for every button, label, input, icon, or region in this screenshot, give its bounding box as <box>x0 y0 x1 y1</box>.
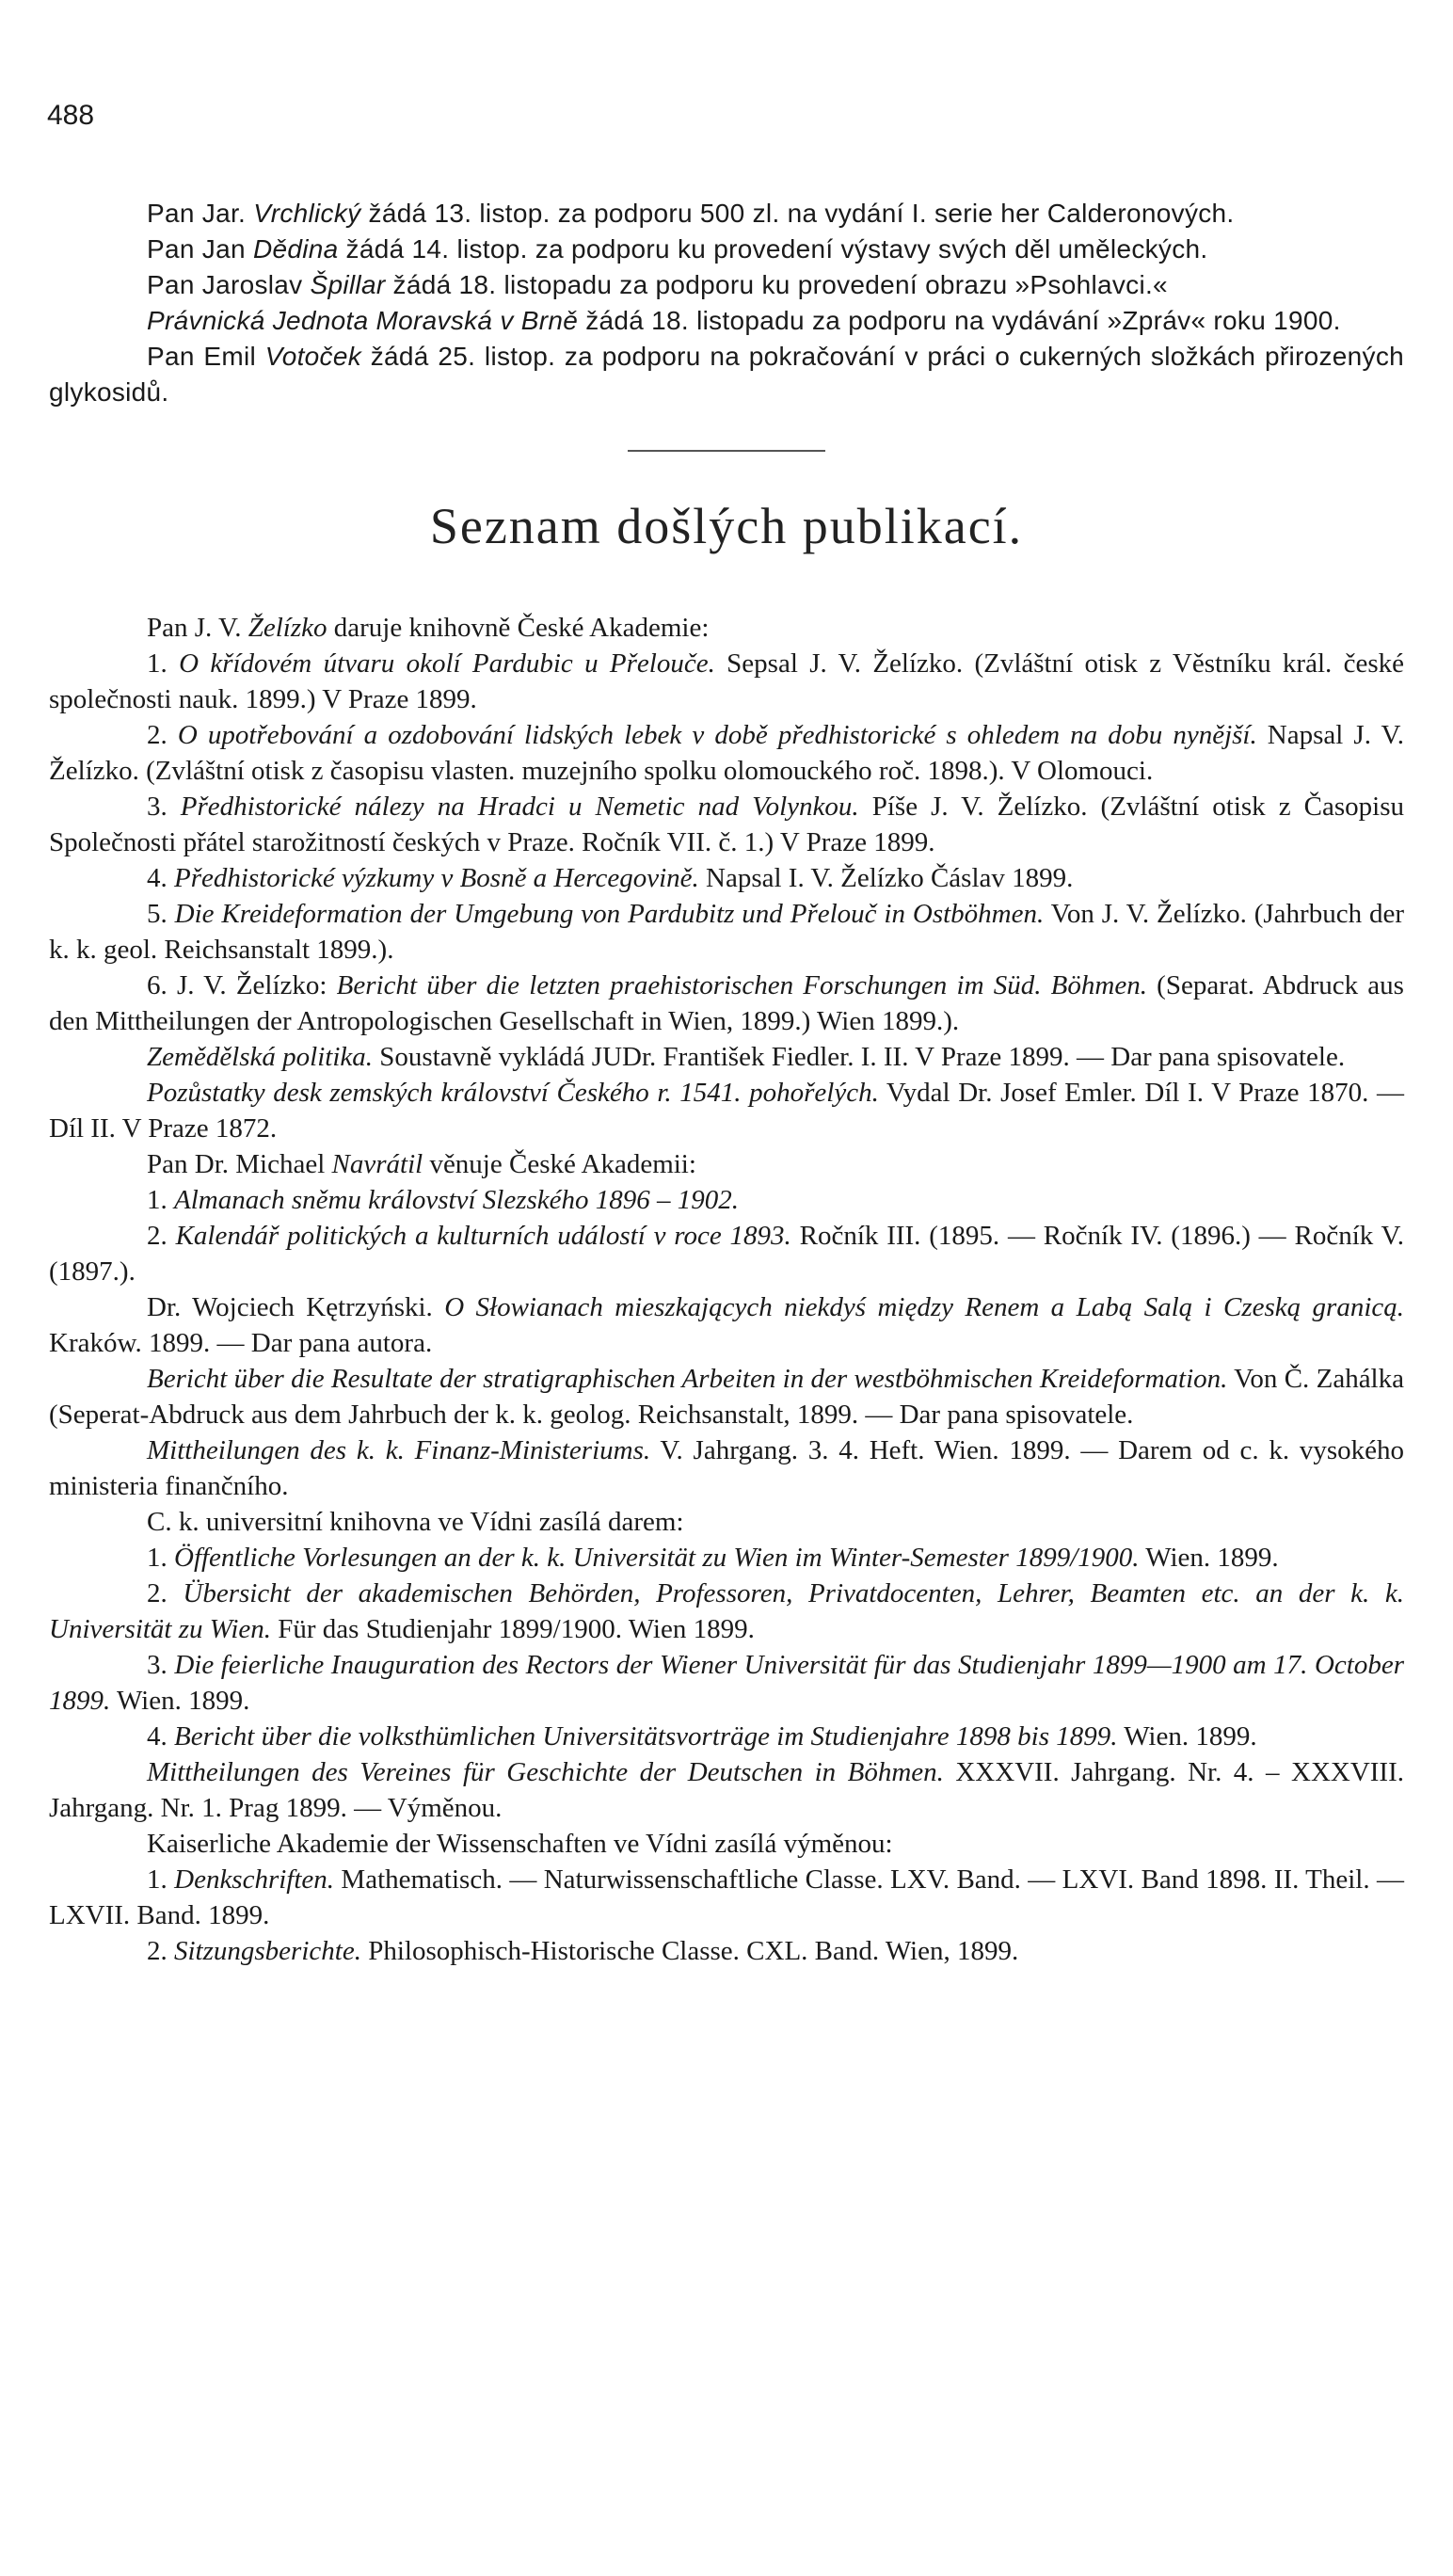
request-prefix: Pan Jar. <box>147 199 254 228</box>
request-text: žádá 18. listopadu za podporu na vydávání »Zpráv« roku 1900. <box>578 306 1341 335</box>
publication-entry <box>49 1361 1404 1432</box>
publication-title: Bericht über die Resultate der stratigraphischen Arbeiten in der westböhmischen Kreideformation. <box>147 1364 1228 1394</box>
publication-entry <box>49 1504 1404 1540</box>
publication-title: Předhistorické nálezy na Hradci u Nemetic nad Volynkou. <box>180 792 859 822</box>
publication-lead: 2. <box>147 1578 184 1608</box>
publication-entry <box>49 717 1404 789</box>
publication-details: Soustavně vykládá JUDr. František Fiedler. I. II. V Praze 1899. — Dar pana spisovatele. <box>373 1042 1346 1072</box>
publication-title: Navrátil <box>331 1149 423 1179</box>
publication-title: Mittheilungen des Vereines für Geschichte der Deutschen in Böhmen. <box>147 1757 944 1787</box>
publication-details: Sepsal J. V. Želízko. (Zvláštní otisk z Věstníku král. české společnosti nauk. 1899.) V Praze 1899. <box>49 648 1404 714</box>
publication-details: věnuje České Akademii: <box>423 1149 696 1179</box>
publication-details: Mathematisch. — Naturwissenschaftliche Classe. LXV. Band. — LXVI. Band 1898. II. Theil. — LXVII. Band. 1899. <box>49 1864 1404 1930</box>
page-body <box>49 196 1404 1969</box>
publication-details: Wien. 1899. <box>1139 1543 1279 1573</box>
publication-details: (Separat. Abdruck aus den Mittheilungen der Antropologischen Gesellschaft in Wien, 1899.) Wien 1899.). <box>49 970 1404 1036</box>
publication-lead: 2. <box>147 1221 176 1251</box>
publication-entry <box>49 896 1404 968</box>
publication-title: Bericht über die letzten praehistorischen Forschungen im Süd. Böhmen. <box>336 970 1147 1000</box>
publication-details: Wien. 1899. <box>1117 1721 1257 1752</box>
publication-title: Mittheilungen des k. k. Finanz-Ministeriums. <box>147 1435 651 1465</box>
request-prefix: Pan Jan <box>147 234 253 264</box>
publication-title: Denkschriften. <box>174 1864 335 1895</box>
request-text: žádá 25. listop. za podporu na pokračování v práci o cukerných složkách přirozených glykosidů. <box>49 342 1404 407</box>
publication-title: Předhistorické výzkumy v Bosně a Hercegovině. <box>174 863 699 893</box>
publication-entry <box>49 1039 1404 1075</box>
publication-title: Pozůstatky desk zemských království Českého r. 1541. pohořelých. <box>147 1078 879 1108</box>
publication-entry <box>49 1432 1404 1504</box>
publication-details: V. Jahrgang. 3. 4. Heft. Wien. 1899. — Darem od c. k. vysokého ministeria finančního. <box>49 1435 1405 1501</box>
publication-lead: 1. <box>147 1185 174 1215</box>
publication-lead: Dr. Wojciech Kętrzyński. <box>147 1292 445 1322</box>
publication-title: O křídovém útvaru okolí Pardubic u Přelouče. <box>179 648 715 679</box>
section-divider <box>628 450 825 452</box>
publication-details: Philosophisch-Historische Classe. CXL. Band. Wien, 1899. <box>360 1936 1019 1966</box>
publication-details: Von Č. Zahálka (Seperat-Abdruck aus dem Jahrbuch der k. k. geolog. Reichsanstalt, 1899. — Dar pana spisovatele. <box>49 1364 1404 1430</box>
request-entry <box>49 267 1404 303</box>
publication-entry <box>49 1289 1404 1361</box>
publication-entry <box>49 1647 1404 1719</box>
publication-lead: 4. <box>147 863 174 893</box>
publication-entry <box>49 1862 1404 1933</box>
publication-details: Für das Studienjahr 1899/1900. Wien 1899. <box>271 1614 755 1644</box>
publication-title: Die Kreideformation der Umgebung von Pardubitz und Přelouč in Ostböhmen. <box>174 899 1045 929</box>
publication-title: Almanach sněmu království Slezského 1896 – 1902. <box>174 1185 740 1215</box>
page-number: 488 <box>47 100 95 131</box>
request-entry <box>49 196 1404 232</box>
publication-title: Zemědělská politika. <box>147 1042 374 1072</box>
publication-lead: 1. <box>147 1864 175 1895</box>
publication-details: Napsal I. V. Želízko Čáslav 1899. <box>698 863 1074 893</box>
publication-entry <box>49 1719 1404 1754</box>
publication-lead: Kaiserliche Akademie der Wissenschaften ve Vídni zasílá výměnou: <box>147 1829 893 1859</box>
publication-entry <box>49 789 1404 860</box>
request-prefix: Pan Emil <box>147 342 265 371</box>
publication-lead: Pan J. V. <box>147 613 248 643</box>
request-name: Právnická Jednota Moravská v Brně <box>147 306 579 335</box>
section-heading: Seznam došlých publikací. <box>429 498 1024 554</box>
publication-entry <box>49 1540 1404 1576</box>
request-prefix: Pan Jaroslav <box>147 270 311 299</box>
request-entry <box>49 339 1404 410</box>
request-text: žádá 14. listop. za podporu ku provedení výstavy svých děl uměleckých. <box>338 234 1208 264</box>
publication-details: Ročník III. (1895. — Ročník IV. (1896.) — Ročník V. (1897.). <box>49 1221 1404 1287</box>
request-name: Špillar <box>310 270 386 299</box>
publication-title: Öffentliche Vorlesungen an der k. k. Universität zu Wien im Winter-Semester 1899/1900. <box>174 1543 1140 1573</box>
publication-title: Bericht über die volksthümlichen Universitätsvorträge im Studienjahre 1898 bis 1899. <box>174 1721 1118 1752</box>
request-name: Vrchlický <box>253 199 361 228</box>
publication-entry <box>49 610 1404 646</box>
publication-entry <box>49 968 1404 1039</box>
publication-lead: 1. <box>147 648 180 679</box>
publication-details: Kraków. 1899. — Dar pana autora. <box>49 1328 433 1358</box>
publication-lead: 3. <box>147 1650 175 1680</box>
publication-title: Übersicht der akademischen Behörden, Professoren, Privatdocenten, Lehrer, Beamten etc. an der k. k. Universität zu Wien. <box>49 1578 1404 1644</box>
publication-details: Píše J. V. Želízko. (Zvláštní otisk z Časopisu Společnosti přátel starožitností českých v Praze. Ročník VII. č. 1.) V Praze 1899. <box>49 792 1404 857</box>
publication-details: daruje knihovně České Akademie: <box>327 613 710 643</box>
publication-entry <box>49 646 1404 717</box>
request-entry <box>49 303 1404 339</box>
publication-lead: 4. <box>147 1721 174 1752</box>
publication-entry <box>49 1826 1404 1862</box>
publication-title: O upotřebování a ozdobování lidských lebek v době předhistorické s ohledem na dobu nynější. <box>177 720 1257 750</box>
publication-entry <box>49 1218 1404 1289</box>
publication-details: Napsal J. V. Želízko. (Zvláštní otisk z časopisu vlasten. muzejního spolku olomouckého roč. 1898.). V Olomouci. <box>49 720 1404 786</box>
publication-lead: C. k. universitní knihovna ve Vídni zasílá darem: <box>147 1507 684 1537</box>
publication-title: Die feierliche Inauguration des Rectors der Wiener Universität für das Studienjahr 1899—1900 am 17. October 1899. <box>49 1650 1404 1716</box>
request-entry <box>49 232 1404 267</box>
publication-entry <box>49 1933 1404 1969</box>
publication-lead: 2. <box>147 1936 174 1966</box>
requests-section <box>49 196 1404 410</box>
publication-entry <box>49 860 1404 896</box>
publication-title: Kalendář politických a kulturních událostí v roce 1893. <box>175 1221 791 1251</box>
publication-title: Želízko <box>247 613 327 643</box>
publication-lead: 5. <box>147 899 175 929</box>
publication-title: O Słowianach mieszkających niekdyś między Renem a Labą Salą i Czeską granicą. <box>444 1292 1405 1322</box>
publication-entry <box>49 1075 1404 1146</box>
publication-lead: 3. <box>147 792 181 822</box>
publication-lead: 2. <box>147 720 178 750</box>
publication-lead: Pan Dr. Michael <box>147 1149 332 1179</box>
request-name: Dědina <box>252 234 339 264</box>
publication-title: Sitzungsberichte. <box>174 1936 361 1966</box>
publication-lead: 6. J. V. Želízko: <box>147 970 337 1000</box>
publication-entry <box>49 1754 1404 1826</box>
publication-details: Von J. V. Želízko. (Jahrbuch der k. k. geol. Reichsanstalt 1899.). <box>49 899 1404 965</box>
publication-entry <box>49 1576 1404 1647</box>
publication-details: XXXVII. Jahrgang. Nr. 4. – XXXVIII. Jahrgang. Nr. 1. Prag 1899. — Výměnou. <box>49 1757 1404 1823</box>
request-text: žádá 18. listopadu za podporu ku provedení obrazu »Psohlavci.« <box>385 270 1168 299</box>
publication-details: Vydal Dr. Josef Emler. Díl I. V Praze 1870. — Díl II. V Praze 1872. <box>49 1078 1404 1144</box>
request-text: žádá 13. listop. za podporu 500 zl. na vydání I. serie her Calderonových. <box>360 199 1235 228</box>
publications-list <box>49 610 1404 1969</box>
publication-details: Wien. 1899. <box>110 1686 250 1716</box>
request-name: Votoček <box>264 342 362 371</box>
publication-entry <box>49 1182 1404 1218</box>
publication-lead: 1. <box>147 1543 174 1573</box>
publication-entry <box>49 1146 1404 1182</box>
